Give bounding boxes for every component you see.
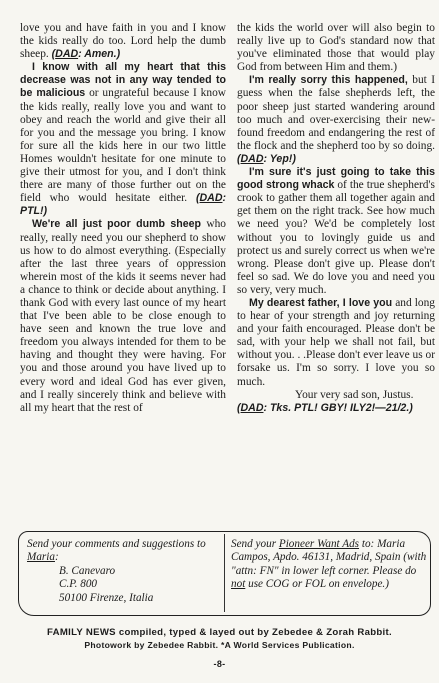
dad-note-ptl: (DAD: PTL!) (20, 192, 226, 218)
box-divider (224, 534, 225, 612)
comments-intro (27, 538, 223, 565)
right-p3-bold-lead: I'm sure it's just going to take this good strong whack (237, 166, 435, 192)
dad-label: DAD (55, 48, 79, 61)
right-paragraph-2 (237, 74, 435, 166)
want-ads-text: to: Maria Campos, Apdo. 46131, Madrid, Spain (with "attn: FN" in lower left corner. Please do (231, 538, 427, 577)
comments-intro-text: Send your comments and suggestions to (27, 538, 206, 550)
page-number: -8- (213, 659, 226, 669)
comments-recipient: Maria (27, 551, 55, 564)
right-p3-text: of the true shepherd's crook to gather them all together again and get them on the right track. See how much we need you? We'd be completely lost without you to lovingly guide us and protect us and surely correct us when we're wrong. Please don't give up. Please don't feel so sad. We do love you and need you so very, very much. (237, 179, 435, 296)
right-p4-text: and long to hear of your strength and joy returning and your faith encouraged. Please don't be sad, with your help we shall not fail, but without you. . .Please don't ever leave us or forsake us. I'm so sorry. I love you so much. (237, 296, 435, 388)
left-paragraph-3 (20, 218, 226, 414)
dad-label: DAD (240, 401, 264, 414)
credits-line-2: Photowork by Zebedee Rabbit. *A World Services Publication. (84, 640, 355, 650)
dad-text: : Tks. PTL! GBY! ILY2!—21/2.) (263, 401, 413, 414)
right-p2-text: but I guess when the false shepherds left, the poor sheep just started wandering around too much and over-exercising their new-found freedom and endangering the rest of the flock and the shepherd too by so doing. (237, 74, 436, 152)
left-p1-text: love you and have faith in you and I know the kids really do too. Lord help the dumb sheep. (20, 22, 226, 61)
dad-text: : Amen.) (78, 48, 121, 61)
contact-box (18, 531, 431, 616)
signature-text: Your very sad son, Justus. (295, 388, 414, 401)
left-p3-text: who really, really need you our shepherd to show us how to do almost everything. (Especially after the last three years of oppression wherein most of the kids it seems never had a chance to think or decide about anything. I thank God with every last ounce of my heart that I've been able to be close enough to have seen and known the true love and freedom you always intended for them to be having and thought they were having. For you and those around you have lived up to every word and ideal God has ever given, and I really sincerely think and believe with all my heart that the rest of (20, 218, 226, 414)
dad-note-yep: (DAD: Yep!) (237, 152, 296, 165)
credits-line-1: FAMILY NEWS compiled, typed & layed out by Zebedee & Zorah Rabbit. (47, 627, 392, 638)
right-p2-bold-lead: I'm really sorry this happened, (249, 74, 408, 87)
dad-note-final: (DAD: Tks. PTL! GBY! ILY2!—21/2.) (237, 401, 413, 414)
signature (237, 389, 435, 402)
right-p1-text: the kids the world over will also begin to really live up to God's standard now that you've eliminated those that would play God from between Him and them.) (237, 22, 435, 74)
dad-text: : PTL!) (20, 192, 226, 218)
want-ads-title: Pioneer Want Ads (278, 538, 360, 550)
dad-label: DAD (240, 152, 264, 165)
right-p4-bold-lead: My dearest father, I love you (249, 296, 393, 309)
want-ads-end: use COG or FOL on envelope.) (245, 578, 389, 591)
dad-note-amen: (DAD: Amen.) (51, 48, 121, 61)
address-line-3: 50100 Firenze, Italia (59, 591, 154, 604)
comments-section (27, 538, 223, 605)
left-paragraph-1 (20, 22, 226, 61)
right-column (237, 22, 435, 415)
address-line-2: C.P. 800 (59, 578, 98, 591)
left-paragraph-2 (20, 61, 226, 218)
dad-label: DAD (199, 192, 223, 205)
want-ads-section (231, 538, 429, 592)
left-p3-bold-lead: We're all just poor dumb sheep (32, 218, 202, 231)
want-ads-prefix: Send your (231, 538, 279, 550)
final-dad-note (237, 402, 435, 415)
want-ads-not: not (231, 578, 246, 591)
right-paragraph-3 (237, 166, 435, 297)
comments-colon: : (54, 551, 59, 564)
dad-text: : Yep!) (263, 152, 296, 165)
left-p2-bold-lead: I know with all my heart that this decrease was not in any way tended to be malicious (20, 61, 226, 100)
address-line-1: B. Canevaro (59, 564, 116, 577)
left-p2-text: or ungrateful because I know the kids really, really love you and want to obey and reach the world and give their all for you and the message you bring. I know for sure all the kids here in our two little Homes wouldn't hesitate for one minute to give their utmost for you, and I don't think there are many of those further out on the field who would hesitate either. (20, 87, 226, 205)
left-column (20, 22, 226, 415)
right-paragraph-1 (237, 22, 435, 74)
right-paragraph-4 (237, 297, 435, 389)
